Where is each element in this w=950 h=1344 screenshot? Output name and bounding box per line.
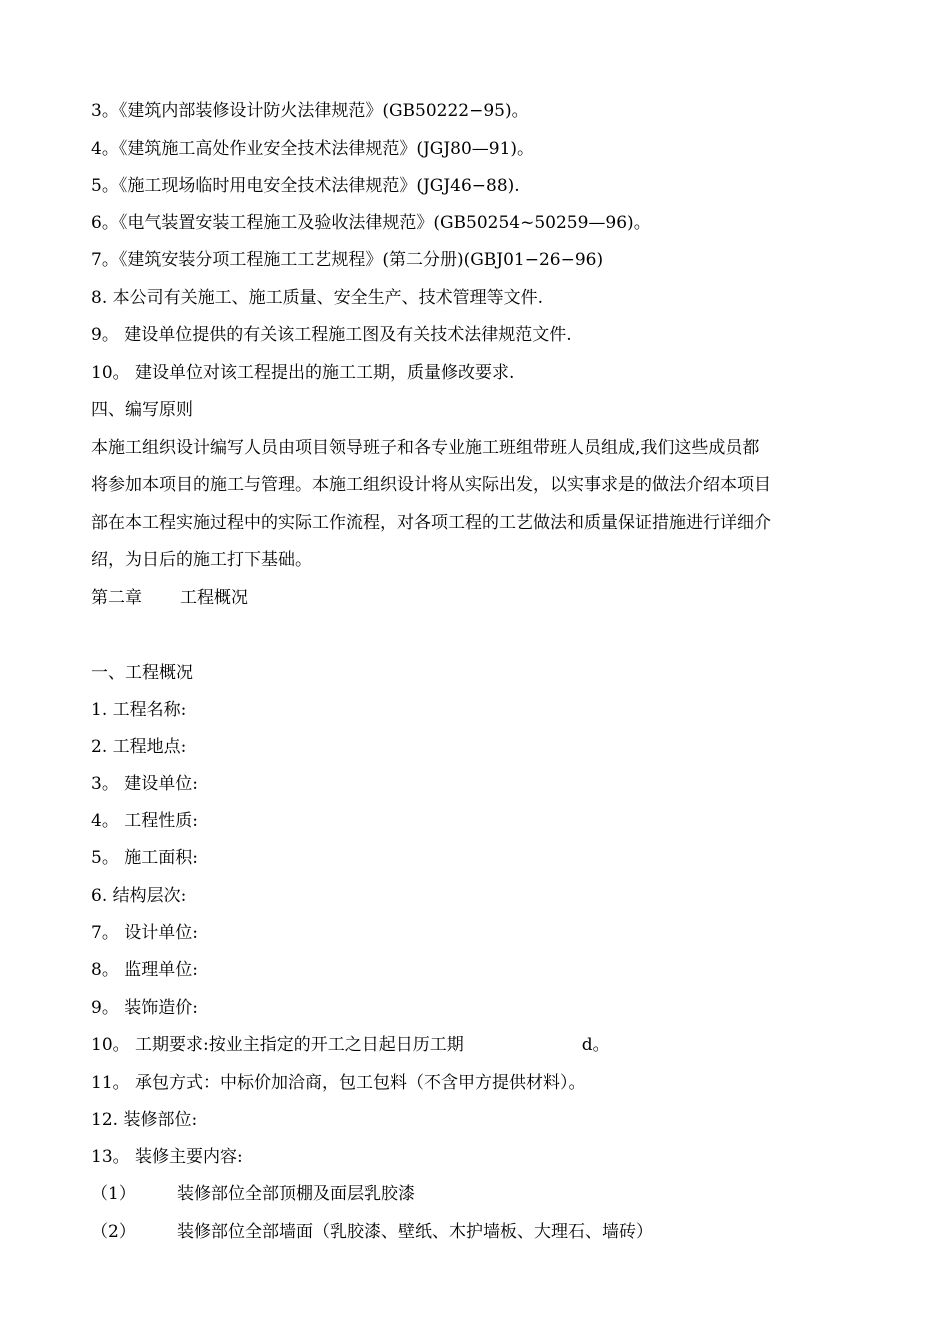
reference-item: 7。《建筑安装分项工程施工工艺规程》(第二分册)(GBJ01−26−96) bbox=[91, 250, 604, 270]
reference-item: 8. 本公司有关施工、施工质量、安全生产、技术管理等文件. bbox=[91, 288, 544, 308]
overview-item: 2. 工程地点: bbox=[91, 737, 187, 757]
schedule-requirement: 10。 工期要求:按业主指定的开工之日起日历工期 bbox=[91, 1035, 464, 1055]
paragraph-line: 将参加本项目的施工与管理。本施工组织设计将从实际出发，以实事求是的做法介绍本项目 bbox=[91, 475, 771, 495]
overview-item: 9。 装饰造价: bbox=[91, 998, 198, 1018]
reference-item: 9。 建设单位提供的有关该工程施工图及有关技术法律规范文件. bbox=[91, 325, 572, 345]
section-heading: 一、工程概况 bbox=[91, 663, 193, 683]
overview-item: 3。 建设单位: bbox=[91, 774, 198, 794]
sub-item-number: （2） bbox=[91, 1222, 136, 1242]
overview-item: 12. 装修部位: bbox=[91, 1110, 198, 1130]
section-heading: 四、编写原则 bbox=[91, 400, 193, 420]
sub-item-text: 装修部位全部墙面（乳胶漆、壁纸、木护墙板、大理石、墙砖） bbox=[177, 1222, 653, 1242]
overview-item: 6. 结构层次: bbox=[91, 886, 187, 906]
overview-item: 11。 承包方式：中标价加洽商，包工包料（不含甲方提供材料）。 bbox=[91, 1073, 586, 1093]
overview-item: 4。 工程性质: bbox=[91, 811, 198, 831]
sub-item bbox=[91, 1220, 871, 1244]
reference-item: 4。《建筑施工高处作业安全技术法律规范》(JGJ80—91)。 bbox=[91, 139, 535, 159]
reference-item: 3。《建筑内部装修设计防火法律规范》(GB50222−95)。 bbox=[91, 101, 529, 121]
chapter-title: 工程概况 bbox=[180, 588, 248, 608]
reference-item: 10。 建设单位对该工程提出的施工工期，质量修改要求. bbox=[91, 363, 515, 383]
chapter-heading bbox=[91, 586, 871, 610]
sub-item bbox=[91, 1182, 871, 1206]
schedule-unit: d。 bbox=[581, 1035, 610, 1055]
overview-item bbox=[91, 1033, 871, 1057]
paragraph-line: 本施工组织设计编写人员由项目领导班子和各专业施工班组带班人员组成,我们这些成员都 bbox=[91, 438, 760, 458]
sub-item-number: （1） bbox=[91, 1184, 136, 1204]
overview-item: 5。 施工面积: bbox=[91, 848, 198, 868]
overview-item: 8。 监理单位: bbox=[91, 960, 198, 980]
overview-item: 1. 工程名称: bbox=[91, 700, 187, 720]
paragraph-line: 绍，为日后的施工打下基础。 bbox=[91, 550, 312, 570]
paragraph-line: 部在本工程实施过程中的实际工作流程，对各项工程的工艺做法和质量保证措施进行详细介 bbox=[91, 513, 771, 533]
overview-item: 13。 装修主要内容: bbox=[91, 1147, 243, 1167]
reference-item: 5。《施工现场临时用电安全技术法律规范》(JGJ46−88). bbox=[91, 176, 520, 196]
overview-item: 7。 设计单位: bbox=[91, 923, 198, 943]
sub-item-text: 装修部位全部顶棚及面层乳胶漆 bbox=[177, 1184, 415, 1204]
chapter-label: 第二章 bbox=[91, 588, 142, 608]
reference-item: 6。《电气装置安装工程施工及验收法律规范》(GB50254~50259—96)。 bbox=[91, 213, 651, 233]
